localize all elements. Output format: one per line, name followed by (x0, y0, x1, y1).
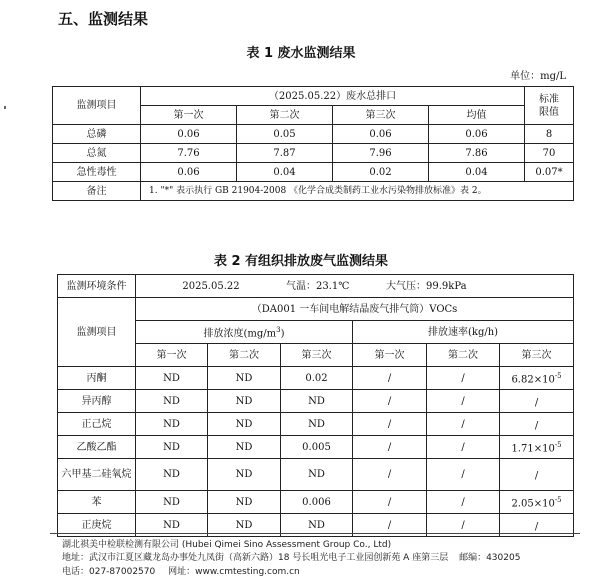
t2-temperature: 气温：23.1℃ (286, 280, 350, 292)
t2-item-header: 监测项目 (58, 298, 136, 367)
page-edge-mark (4, 106, 6, 109)
table-row: 总氮 7.76 7.87 7.96 7.86 70 (53, 144, 574, 163)
t2-condition-label: 监测环境条件 (58, 275, 136, 298)
table-row: 总磷 0.06 0.05 0.06 0.06 8 (53, 125, 574, 144)
t2-subheader: 第二次 (427, 344, 500, 367)
table1-unit: 单位：mg/L (510, 71, 566, 82)
t2-subheader: 第三次 (281, 344, 353, 367)
t2-date: 2025.05.22 (182, 280, 240, 292)
footer-postcode: 邮编：430205 (459, 553, 521, 563)
table-row: 苯 ND ND 0.006 / / $2.05\times 10^{-5}$ (58, 491, 574, 514)
footer-divider (50, 533, 580, 534)
table1-title: 表 1 废水监测结果 (246, 46, 356, 61)
table-row: 急性毒性 0.06 0.04 0.02 0.04 0.07* (53, 163, 574, 182)
t2-conditions (136, 275, 574, 298)
t1-subheader: 第三次 (333, 106, 429, 125)
t2-source: （DA001 一车间电解结晶废气排气筒）VOCs (136, 298, 574, 321)
footer-phone: 电话：027-87002570 (62, 567, 156, 577)
table-row: 异丙醇 ND ND ND / / / (58, 390, 574, 413)
footer-address-line (62, 550, 520, 563)
t2-subheader: 第一次 (353, 344, 427, 367)
footer-company: 湖北祺美中检联检测有限公司 (Hubei Qimei Sino Assessment Group Co., Ltd) (62, 540, 392, 550)
t2-pressure: 大气压：99.9kPa (386, 280, 467, 292)
exhaust-gas-table (57, 274, 574, 537)
footer-website: 网址：www.cmtesting.com.cn (168, 567, 300, 577)
t1-note-label: 备注 (53, 182, 141, 201)
table-row: 正己烷 ND ND ND / / / (58, 413, 574, 436)
t1-subheader: 第二次 (237, 106, 333, 125)
t1-subheader: 第一次 (141, 106, 237, 125)
t1-item-header: 监测项目 (53, 87, 141, 125)
table2-title: 表 2 有组织排放废气监测结果 (213, 254, 389, 269)
t2-subheader: 第二次 (208, 344, 281, 367)
t2-conc-header: 排放浓度$(mg/m^3)$ (136, 321, 353, 344)
footer-address: 地址：武汉市江夏区藏龙岛办事处九凤街（高新六路）18 号长咀光电子工业园创新苑 A 座第三层 (62, 553, 449, 563)
table-row: 丙酮 ND ND 0.02 / / $6.82\times 10^{-5}$ (58, 367, 574, 390)
table-row: 乙酸乙酯 ND ND 0.005 / / $1.71\times 10^{-5}$ (58, 436, 574, 459)
t1-standard-header: 标准 限值 (525, 87, 574, 125)
table-row: 正庚烷 ND ND ND / / / (58, 514, 574, 537)
wastewater-table (52, 86, 574, 201)
t2-rate-header: 排放速率(kg/h) (353, 321, 574, 344)
t1-sampling-header: （2025.05.22）废水总排口 (141, 87, 525, 106)
t1-note-text: 1. "*" 表示执行 GB 21904-2008 《化学合成类制药工业水污染物排放标准》表 2。 (141, 182, 574, 201)
footer-contact-line (62, 564, 300, 577)
t2-subheader: 第三次 (500, 344, 574, 367)
t1-subheader: 均值 (429, 106, 525, 125)
t2-subheader: 第一次 (136, 344, 208, 367)
section-title: 五、监测结果 (58, 10, 149, 28)
table-row: 六甲基二硅氧烷 ND ND ND / / / (58, 459, 574, 491)
